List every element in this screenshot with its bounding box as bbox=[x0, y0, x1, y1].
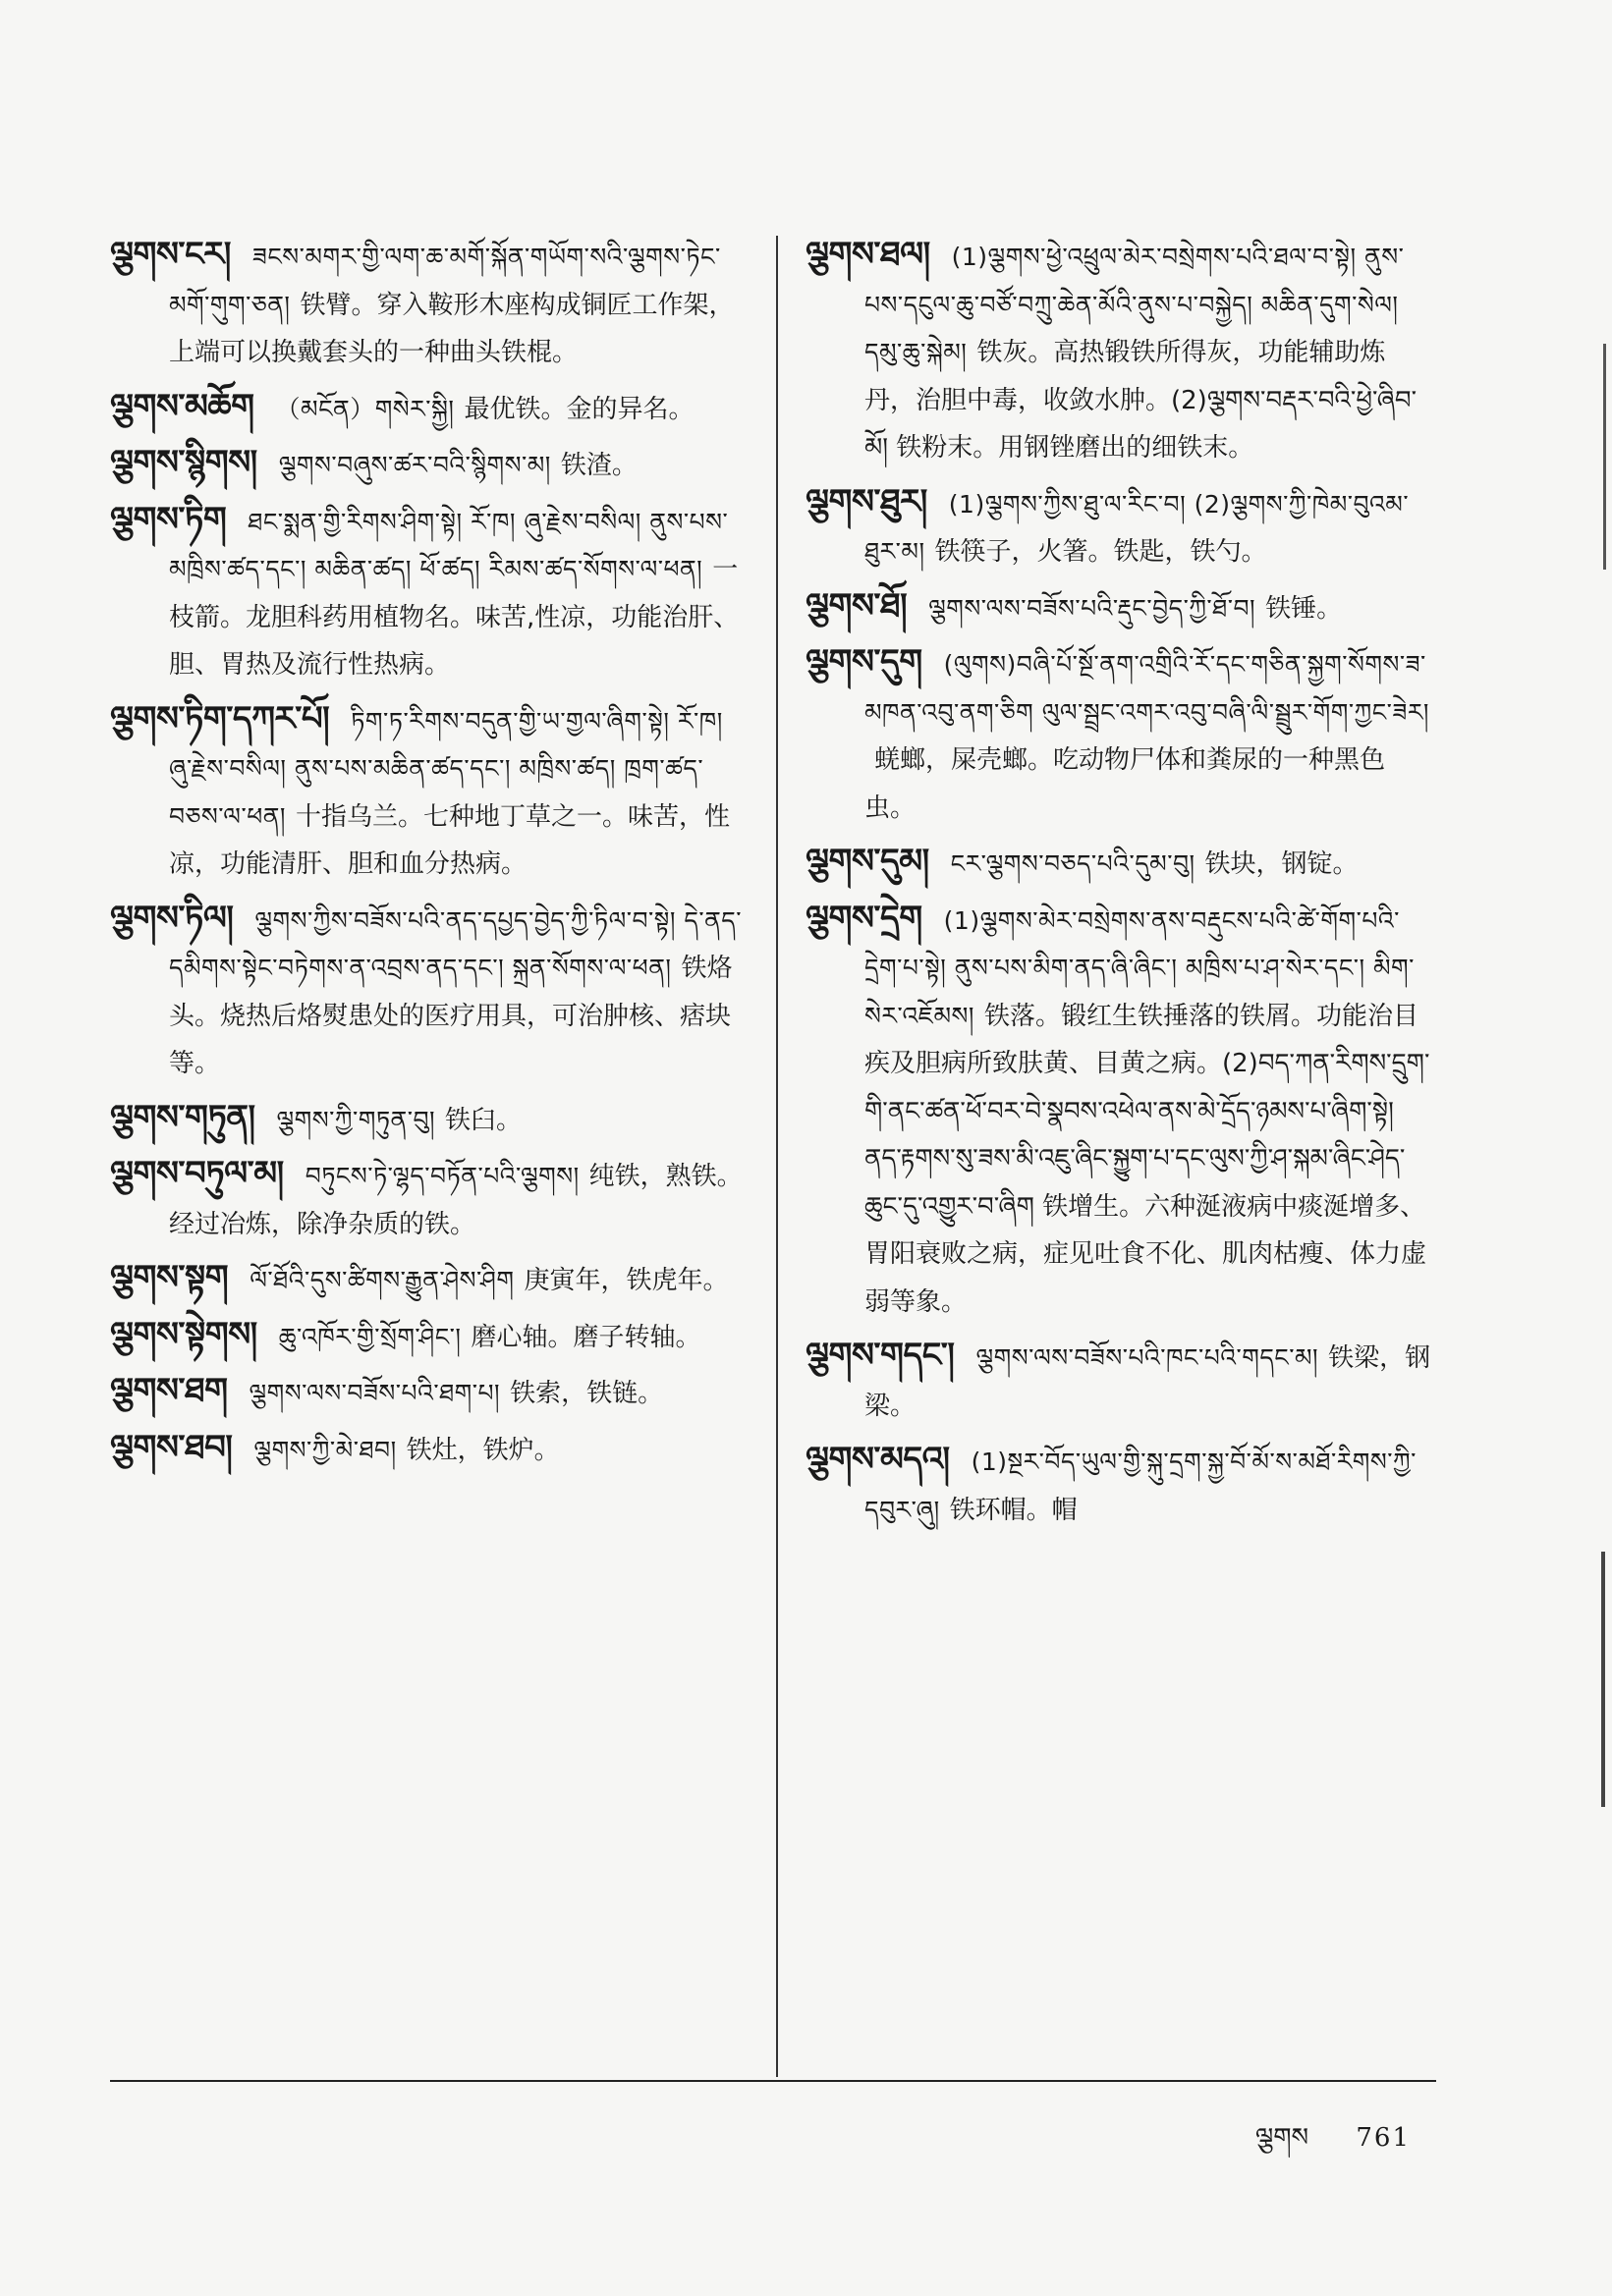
entry bbox=[806, 895, 1434, 1327]
chinese-definition: 铁臼。 bbox=[445, 1105, 523, 1135]
headword: ལྕགས་ཏིག bbox=[110, 499, 227, 539]
chinese-definition: 铁烙头。烧热后烙熨患处的医疗用具，可治肿核、痞块等。 bbox=[169, 954, 733, 1078]
tibetan-definition: ཆུ་འཁོར་གྱི་སྲོག་ཤིང་། bbox=[278, 1322, 462, 1351]
chinese-definition: 铁筷子，火箸。铁匙，铁勺。 bbox=[934, 537, 1267, 567]
entry bbox=[806, 1332, 1434, 1430]
chinese-definition: 十指乌兰。七种地丁草之一。味苦，性凉，功能清肝、胆和血分热病。 bbox=[169, 801, 730, 879]
entry bbox=[110, 895, 744, 1088]
column-divider bbox=[776, 236, 778, 2077]
entry bbox=[110, 383, 744, 434]
entry bbox=[806, 638, 1434, 832]
chinese-definition: 磨心轴。磨子转轴。 bbox=[471, 1322, 701, 1352]
entry bbox=[806, 582, 1434, 633]
tibetan-definition: ལྕགས་ཀྱི་གཏུན་བུ། bbox=[276, 1105, 436, 1134]
entry bbox=[110, 1150, 744, 1248]
tibetan-definition: ལོ་ཐོའི་དུས་ཚིགས་རྒྱུན་ཤེས་ཤིག bbox=[250, 1266, 515, 1294]
left-column bbox=[110, 231, 744, 1480]
tibetan-definition: （མངོན）གསེར་སྐྱི། bbox=[275, 394, 455, 423]
tibetan-definition: ཏིག་ཏ་རིགས་བདུན་གྱི་ཡ་གྱལ་ཞིག་སྟེ། རོ་ཁ། ཞུ་རྗེས་བསིལ། ནུས་པས་མཆིན་ཚད་དང་། མཁྲིས་ཚད། ཁྲག་ཚད་བཅས་ལ་ཕན། bbox=[169, 706, 723, 831]
tibetan-definition: ངར་ལྕགས་བཅད་པའི་དུམ་བུ། bbox=[950, 849, 1195, 878]
running-head: ལྕགས bbox=[1254, 2123, 1309, 2153]
headword: ལྕགས་བཏུལ་མ། bbox=[110, 1154, 284, 1193]
entry bbox=[110, 1424, 744, 1475]
headword: ལྕགས་སྙིགས། bbox=[110, 443, 257, 482]
headword: ལྕགས་གདང་། bbox=[806, 1336, 955, 1375]
entry bbox=[110, 695, 744, 889]
right-column bbox=[806, 231, 1434, 1540]
entry bbox=[110, 496, 744, 689]
headword: ལྕགས་ཐོ། bbox=[806, 585, 908, 626]
tibetan-definition: ལྕགས་ལས་བཟོས་པའི་རྡུང་བྱེད་ཀྱི་ཐོ་བ། bbox=[928, 593, 1256, 623]
entry bbox=[110, 1367, 744, 1418]
headword: ལྕགས་ཐབ། bbox=[110, 1427, 233, 1467]
tibetan-definition: (1)ལྕགས་ཕྱེ་འཕྲུལ་མེར་བསྲེགས་པའི་ཐལ་བ་སྟེ། ནུས་པས་དངུལ་ཆུ་བཙོ་བཀྲུ་ཆེན་མོའི་ནུས་པ་བསྐྱེད། མཆིན་དུག་སེལ། དམུ་ཆུ་སྐེམ། bbox=[864, 243, 1405, 366]
tibetan-definition: ཟངས་མགར་གྱི་ལག་ཆ་མགོ་སྐོན་གཡོག་སའི་ལྕགས་ཏེང་མགོ་གུག་ཅན། bbox=[169, 243, 721, 319]
headword: ལྕགས་དུག bbox=[806, 642, 922, 682]
chinese-definition: 铁锤。 bbox=[1265, 593, 1343, 624]
chinese-definition: 铁块，钢锭。 bbox=[1204, 849, 1359, 879]
tibetan-definition: (1)ལྕགས་ཀྱིས་ཐུ་ལ་རིང་བ། (2)ལྕགས་ཀྱི་ཁེམ་བུའམ་ཐུར་མ། bbox=[864, 489, 1410, 566]
footer-rule bbox=[110, 2080, 1436, 2082]
entry bbox=[806, 478, 1434, 576]
tibetan-definition: བཏུངས་ཏེ་ལྷད་བཏོན་པའི་ལྕགས། bbox=[305, 1162, 580, 1190]
chinese-definition: 铁臂。穿入鞍形木座构成铜匠工作架，上端可以换戴套头的一种曲头铁棍。 bbox=[169, 290, 735, 367]
entry bbox=[110, 439, 744, 490]
headword: ལྕགས་སྟག bbox=[110, 1258, 229, 1297]
headword: ལྕགས་སྟེགས། bbox=[110, 1314, 257, 1354]
chinese-definition: 铁渣。 bbox=[560, 451, 638, 480]
entry bbox=[806, 231, 1434, 472]
chinese-definition: 铁环帽。帽 bbox=[949, 1495, 1078, 1525]
chinese-definition: 铁落。锻红生铁捶落的铁屑。功能治目疾及胆病所致肤黄、目黄之病。(2)བད་ཀན་རིགས་དྲུག་གི་ནང་ཚན་ཕོ་བར་བེ་སྣབས་འཕེལ་ནས་མེ་དྲོད་ཉམས་པ་ཞིག་སྟེ། ནད་རྟགས་སུ་ཟས་མི་འཇུ་ཞིང་སྐྱུག་པ་དང་ལུས་ཀྱི་ཤ་སྐམ་ཞིང་ཤེད་ཆུང་དུ་འགྱུར་བ་ཞིག 铁增生。六种涎液病中痰涎增多、胃阳衰败之病，症见吐食不化、肌肉枯瘦、体力虚弱等象。 bbox=[864, 1001, 1430, 1317]
page-number: 761 bbox=[1356, 2123, 1411, 2153]
headword: ལྕགས་ཏིལ། bbox=[110, 898, 234, 938]
tibetan-definition: (1)སྔར་བོད་ཡུལ་གྱི་སྐུ་དྲག་སྐྱ་བོ་མོ་ས་མཐོ་རིགས་ཀྱི་དབུར་ཞུ། bbox=[864, 1448, 1417, 1524]
entry bbox=[806, 1436, 1434, 1534]
scan-edge-mark bbox=[1603, 344, 1606, 570]
headword: ལྕགས་མདའ། bbox=[806, 1440, 950, 1479]
headword: ལྕགས་ཐལ། bbox=[806, 235, 930, 274]
chinese-definition: 一枝箭。龙胆科药用植物名。味苦,性凉，功能治肝、胆、胃热及流行性热病。 bbox=[169, 555, 740, 680]
headword: ལྕགས་གཏུན། bbox=[110, 1097, 255, 1137]
entry bbox=[110, 1094, 744, 1145]
tibetan-definition: (1)ལྕགས་མེར་བསྲེགས་ནས་བརྡུངས་པའི་ཚེ་གོག་པའི་དྲེག་པ་སྟེ། ནུས་པས་མིག་ནད་ཞི་ཞིང་། མཁྲིས་པ་ཤ་སེར་དང་། མིག་སེར་འཇོམས། bbox=[864, 905, 1415, 1030]
headword: ལྕགས་ངར། bbox=[110, 235, 231, 274]
chinese-definition: 庚寅年，铁虎年。 bbox=[524, 1266, 729, 1295]
entry bbox=[806, 838, 1434, 889]
tibetan-definition: ལྕགས་ཀྱི་མེ་ཐབ། bbox=[253, 1435, 397, 1464]
chinese-definition: 纯铁，熟铁。经过冶炼，除净杂质的铁。 bbox=[169, 1162, 743, 1239]
chinese-definition: 铁灰。高热锻铁所得灰，功能辅助炼丹，治胆中毒，收敛水肿。(2)ལྕགས་བརྡར་བའི་ཕྱེ་ཞིབ་མོ། 铁粉末。用钢锉磨出的细铁末。 bbox=[864, 338, 1417, 463]
tibetan-definition: ལྕགས་ལས་བཟོས་པའི་ཁང་པའི་གདང་མ། bbox=[975, 1343, 1319, 1372]
headword: ལྕགས་མཆོག bbox=[110, 386, 254, 426]
headword: ལྕགས་ཏིག་དཀར་པོ། bbox=[110, 698, 330, 738]
tibetan-definition: ལྕགས་ཀྱིས་བཟོས་པའི་ནད་དཔྱད་བྱེད་ཀྱི་ཏིལ་བ་སྟེ། དེ་ནད་དམིགས་སྟེང་བཏེགས་ན་འབྲས་ནད་དང་། སྐྲན་སོགས་ལ་ཕན། bbox=[169, 905, 743, 982]
headword: ལྕགས་ཐུར། bbox=[806, 481, 927, 521]
entry bbox=[110, 1311, 744, 1362]
chinese-definition: 铁灶，铁炉。 bbox=[406, 1435, 560, 1465]
headword: ལྕགས་ཐག bbox=[110, 1371, 228, 1410]
scan-edge-mark bbox=[1601, 1552, 1605, 1807]
tibetan-definition: ལྕགས་བཞུས་ཚར་བའི་སྙིགས་མ། bbox=[278, 451, 551, 479]
chinese-definition: 铁梁，钢梁。 bbox=[864, 1343, 1431, 1421]
tibetan-definition: ཐང་སྨན་གྱི་རིགས་ཤིག་སྟེ། རོ་ཁ། ཞུ་རྗེས་བསིལ། ནུས་པས་མཁྲིས་ཚད་དང་། མཆིན་ཚད། ཕོ་ཚད། རིམས་ཚད་སོགས་ལ་ཕན། bbox=[169, 507, 729, 583]
page-footer bbox=[1255, 2109, 1411, 2181]
chinese-definition: 铁索，铁链。 bbox=[510, 1379, 664, 1408]
entry bbox=[110, 231, 744, 377]
headword: ལྕགས་དྲེག bbox=[806, 898, 922, 938]
tibetan-definition: ལྕགས་ལས་བཟོས་པའི་ཐག་པ། bbox=[249, 1379, 501, 1407]
chinese-definition: 蜣螂，屎壳螂。吃动物尸体和粪尿的一种黑色虫。 bbox=[864, 745, 1386, 823]
headword: ལྕགས་དུམ། bbox=[806, 842, 929, 881]
tibetan-definition: (ལུགས)བཞི་པོ་སྔོ་ནག་འགྲིའི་རོ་དང་གཅིན་སྐྱག་སོགས་ཟ་མཁན་འབུ་ནག་ཅིག ལུལ་སྦྲང་འགར་འབུ་བཞི་ལི་སྦྲུར་གོག་ཀྱང་ཟེར། bbox=[864, 650, 1429, 727]
entry bbox=[110, 1254, 744, 1305]
chinese-definition: 最优铁。金的异名。 bbox=[464, 394, 695, 424]
